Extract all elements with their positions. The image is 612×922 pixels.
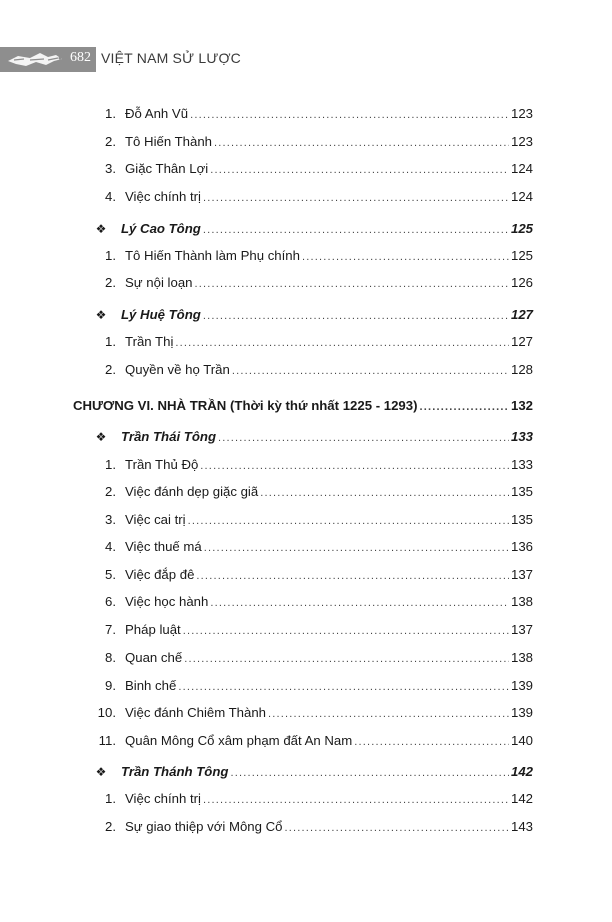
entry-page-number: 125 <box>510 248 533 263</box>
book-title: VIỆT NAM SỬ LƯỢC <box>101 50 241 66</box>
toc-entry <box>94 274 533 293</box>
entry-number: 2. <box>105 362 116 377</box>
dot-leader <box>214 134 509 152</box>
toc-entry <box>94 566 533 585</box>
dot-leader <box>194 275 509 293</box>
dot-leader <box>203 791 509 809</box>
entry-number: 2. <box>105 819 116 834</box>
entry-page-number: 139 <box>510 705 533 720</box>
dot-leader <box>196 567 509 585</box>
entry-title: Việc chính trị <box>125 189 201 204</box>
dot-leader <box>203 221 509 239</box>
toc-entry <box>94 247 533 266</box>
toc-entry <box>94 160 533 179</box>
entry-title: Trần Thủ Độ <box>125 457 199 472</box>
entry-page-number: 137 <box>510 622 533 637</box>
entry-page-number: 128 <box>510 362 533 377</box>
entry-number: 4. <box>105 189 116 204</box>
page-header <box>0 44 612 74</box>
entry-number: 3. <box>105 512 116 527</box>
dragon-ornament-icon <box>0 47 612 72</box>
entry-title: Tô Hiến Thành làm Phụ chính <box>125 248 300 263</box>
entry-page-number: 137 <box>510 567 533 582</box>
dot-leader <box>218 429 509 447</box>
entry-page-number: 142 <box>510 791 533 806</box>
dot-leader <box>175 334 509 352</box>
toc-entry <box>94 511 533 530</box>
section-entry <box>87 428 533 447</box>
toc-entry <box>94 649 533 668</box>
entry-page-number: 133 <box>510 429 533 444</box>
page-number: 682 <box>70 50 91 65</box>
toc-entry <box>94 621 533 640</box>
dot-leader <box>183 622 509 640</box>
entry-title: Việc chính trị <box>125 791 201 806</box>
entry-page-number: 139 <box>510 678 533 693</box>
toc-entry <box>94 333 533 352</box>
toc-entry <box>94 456 533 475</box>
entry-page-number: 125 <box>510 221 533 236</box>
dot-leader <box>188 512 509 530</box>
entry-page-number: 124 <box>510 189 533 204</box>
entry-number: 2. <box>105 484 116 499</box>
entry-page-number: 127 <box>510 307 533 322</box>
entry-number: 1. <box>105 457 116 472</box>
entry-title: Việc cai trị <box>125 512 186 527</box>
dot-leader <box>184 650 509 668</box>
toc-entry <box>94 538 533 557</box>
entry-page-number: 136 <box>510 539 533 554</box>
entry-number: 4. <box>105 539 116 554</box>
entry-number: 2. <box>105 275 116 290</box>
entry-number: 1. <box>105 106 116 121</box>
entry-number: 10. <box>97 705 116 720</box>
toc-entry <box>94 133 533 152</box>
diamond-bullet-icon: ❖ <box>95 430 107 444</box>
entry-title: Sự nội loạn <box>125 275 193 290</box>
dot-leader <box>232 362 509 380</box>
entry-title: Đỗ Anh Vũ <box>125 106 189 121</box>
entry-page-number: 140 <box>510 733 533 748</box>
entry-number: 8. <box>105 650 116 665</box>
dot-leader <box>190 106 509 124</box>
entry-page-number: 142 <box>510 764 533 779</box>
dot-leader <box>419 398 509 416</box>
toc-entry <box>94 790 533 809</box>
diamond-bullet-icon: ❖ <box>95 765 107 779</box>
entry-page-number: 133 <box>510 457 533 472</box>
diamond-bullet-icon: ❖ <box>95 222 107 236</box>
dot-leader <box>260 484 509 502</box>
entry-title: Việc thuế má <box>125 539 202 554</box>
toc-entry <box>94 677 533 696</box>
chapter-entry <box>73 397 533 416</box>
entry-title: Việc đánh dẹp giặc giã <box>125 484 259 499</box>
entry-number: 5. <box>105 567 116 582</box>
dot-leader <box>203 307 509 325</box>
toc-entry <box>94 704 533 723</box>
entry-page-number: 135 <box>510 484 533 499</box>
entry-page-number: 135 <box>510 512 533 527</box>
dot-leader <box>178 678 509 696</box>
entry-title: Trần Thị <box>125 334 174 349</box>
dot-leader <box>285 819 509 837</box>
entry-number: 2. <box>105 134 116 149</box>
dot-leader <box>210 594 509 612</box>
toc-entry <box>94 593 533 612</box>
entry-title: Pháp luật <box>125 622 181 637</box>
entry-number: 3. <box>105 161 116 176</box>
entry-number: 1. <box>105 791 116 806</box>
entry-title: Giặc Thân Lợi <box>125 161 209 176</box>
entry-title: CHƯƠNG VI. NHÀ TRẦN (Thời kỳ thứ nhất 1225 - 1293) <box>73 398 418 413</box>
entry-title: Việc đắp đê <box>125 567 195 582</box>
entry-number: 9. <box>105 678 116 693</box>
entry-page-number: 124 <box>510 161 533 176</box>
entry-page-number: 132 <box>510 398 533 413</box>
entry-title: Quan chế <box>125 650 183 665</box>
entry-title: Lý Huệ Tông <box>121 307 201 322</box>
entry-page-number: 127 <box>510 334 533 349</box>
section-entry <box>87 763 533 782</box>
entry-page-number: 123 <box>510 106 533 121</box>
diamond-bullet-icon: ❖ <box>95 308 107 322</box>
entry-title: Quyền về họ Trần <box>125 362 230 377</box>
section-entry <box>87 306 533 325</box>
toc-entry <box>94 818 533 837</box>
toc-entry <box>94 732 533 751</box>
entry-title: Việc học hành <box>125 594 209 609</box>
entry-page-number: 138 <box>510 650 533 665</box>
toc-entry <box>94 361 533 380</box>
dot-leader <box>268 705 509 723</box>
entry-title: Trần Thái Tông <box>121 429 216 444</box>
entry-number: 11. <box>98 733 116 748</box>
entry-number: 6. <box>105 594 116 609</box>
entry-title: Quân Mông Cổ xâm phạm đất An Nam <box>125 733 353 748</box>
header-bar <box>0 47 612 72</box>
toc-entry <box>94 483 533 502</box>
dot-leader <box>230 764 509 782</box>
entry-number: 7. <box>105 622 116 637</box>
entry-page-number: 126 <box>510 275 533 290</box>
entry-title: Trần Thánh Tông <box>121 764 229 779</box>
entry-title: Lý Cao Tông <box>121 221 201 236</box>
section-entry <box>87 220 533 239</box>
entry-title: Việc đánh Chiêm Thành <box>125 705 267 720</box>
entry-number: 1. <box>105 334 116 349</box>
toc-entry <box>94 188 533 207</box>
dot-leader <box>210 161 509 179</box>
entry-page-number: 123 <box>510 134 533 149</box>
entry-title: Sự giao thiệp với Mông Cổ <box>125 819 283 834</box>
dot-leader <box>354 733 509 751</box>
entry-page-number: 143 <box>510 819 533 834</box>
toc-entry <box>94 105 533 124</box>
entry-title: Binh chế <box>125 678 177 693</box>
dot-leader <box>302 248 509 266</box>
entry-title: Tô Hiến Thành <box>125 134 212 149</box>
entry-number: 1. <box>105 248 116 263</box>
dot-leader <box>203 189 509 207</box>
dot-leader <box>204 539 509 557</box>
dot-leader <box>200 457 509 475</box>
entry-page-number: 138 <box>510 594 533 609</box>
